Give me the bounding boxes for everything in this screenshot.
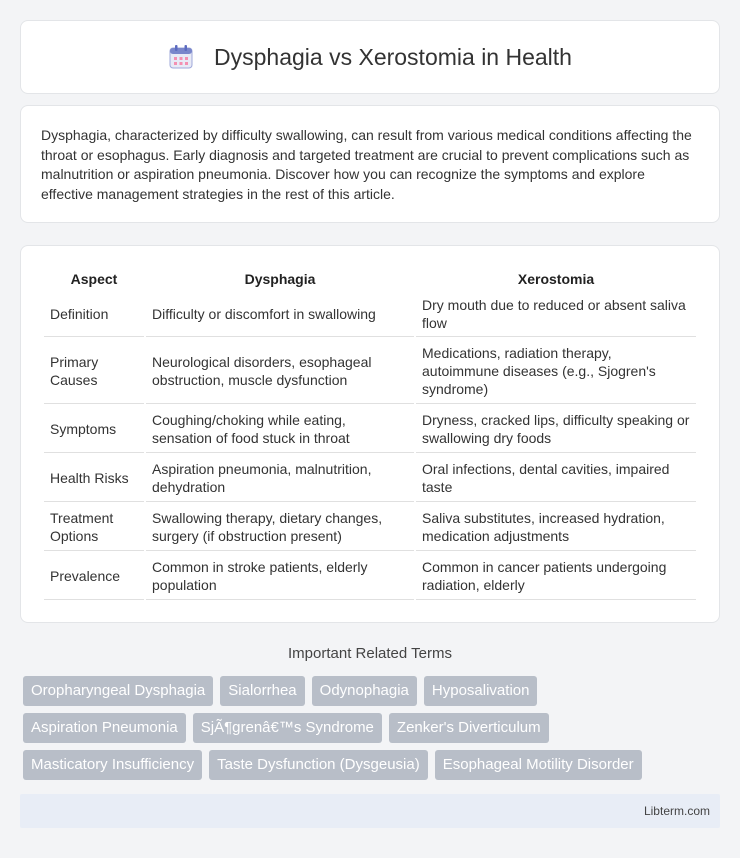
tag-sialorrhea[interactable]: Sialorrhea [220,676,304,706]
cell-aspect: Definition [44,292,144,337]
cell-aspect: Health Risks [44,455,144,502]
cell-xerostomia: Dryness, cracked lips, difficulty speaking or swallowing dry foods [416,406,696,453]
comparison-table-card [20,245,720,623]
header-aspect: Aspect [70,271,118,287]
cell-dysphagia: Neurological disorders, esophageal obstruction, muscle dysfunction [146,339,414,404]
tag-sjogrens-syndrome[interactable]: SjÃ¶grenâ€™s Syndrome [193,713,382,743]
tag-esophageal-motility-disorder[interactable]: Esophageal Motility Disorder [435,750,642,780]
table-row [44,339,696,404]
cell-aspect: Primary Causes [44,339,144,404]
cell-aspect: Treatment Options [44,504,144,551]
footer [20,794,720,828]
header-xerostomia: Xerostomia [517,271,595,287]
related-terms-title: Important Related Terms [288,645,452,662]
header-card [20,20,720,94]
table-row [44,292,696,337]
tag-hyposalivation[interactable]: Hyposalivation [424,676,538,706]
cell-aspect: Prevalence [44,553,144,600]
tag-odynophagia[interactable]: Odynophagia [312,676,417,706]
cell-dysphagia: Difficulty or discomfort in swallowing [146,292,414,337]
intro-card [20,105,720,223]
header-dysphagia: Dysphagia [244,271,316,287]
cell-aspect: Symptoms [44,406,144,453]
cell-xerostomia: Dry mouth due to reduced or absent saliva flow [416,292,696,337]
cell-xerostomia: Saliva substitutes, increased hydration, medication adjustments [416,504,696,551]
tag-taste-dysfunction[interactable]: Taste Dysfunction (Dysgeusia) [209,750,428,780]
page-title: Dysphagia vs Xerostomia in Health [214,43,572,70]
table-row [44,553,696,600]
footer-site-link[interactable]: Libterm.com [643,804,710,818]
comparison-table [42,266,698,602]
cell-dysphagia: Swallowing therapy, dietary changes, surgery (if obstruction present) [146,504,414,551]
cell-dysphagia: Aspiration pneumonia, malnutrition, dehydration [146,455,414,502]
table-row [44,406,696,453]
cell-dysphagia: Common in stroke patients, elderly population [146,553,414,600]
calendar-icon [168,44,194,70]
tag-oropharyngeal-dysphagia[interactable]: Oropharyngeal Dysphagia [23,676,213,706]
cell-xerostomia: Oral infections, dental cavities, impaired taste [416,455,696,502]
intro-text: Dysphagia, characterized by difficulty swallowing, can result from various medical conditions affecting the throat or esophagus. Early diagnosis and targeted treatment are crucial to prevent complications such as malnutrition or aspiration pneumonia. Discover how you can recognize the symptoms and explore effective management strategies in the rest of this article. [41,127,692,202]
cell-xerostomia: Medications, radiation therapy, autoimmune diseases (e.g., Sjogren's syndrome) [416,339,696,404]
cell-xerostomia: Common in cancer patients undergoing radiation, elderly [416,553,696,600]
table-row [44,504,696,551]
related-terms-list [23,676,723,787]
tag-zenkers-diverticulum[interactable]: Zenker's Diverticulum [389,713,549,743]
cell-dysphagia: Coughing/choking while eating, sensation of food stuck in throat [146,406,414,453]
table-row [44,455,696,502]
table-header-row [44,268,696,290]
tag-aspiration-pneumonia[interactable]: Aspiration Pneumonia [23,713,186,743]
tag-masticatory-insufficiency[interactable]: Masticatory Insufficiency [23,750,202,780]
